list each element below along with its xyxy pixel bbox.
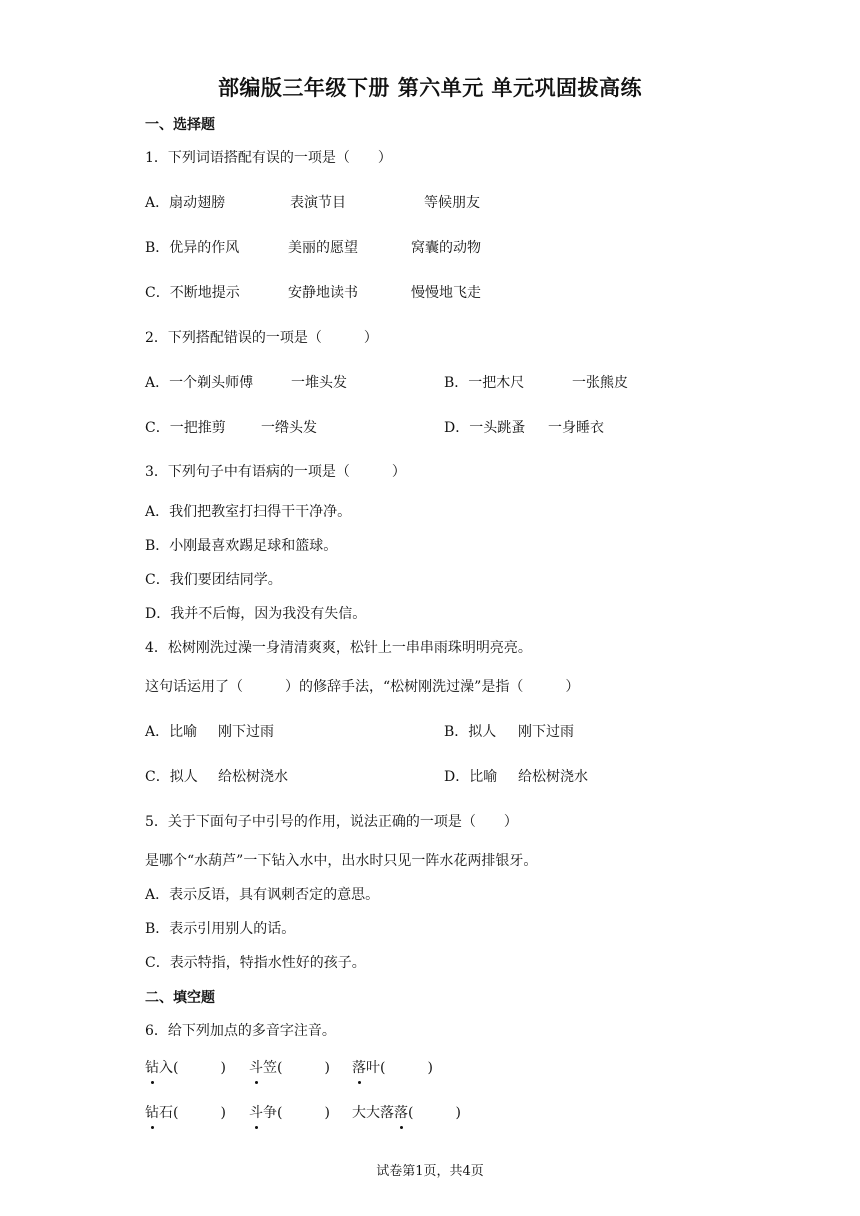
q6-item-text: 笠( ): [263, 1060, 330, 1076]
question-1-stem: 1．下列词语搭配有误的一项是（ ）: [145, 150, 392, 166]
q1-option-b-1: B．优异的作风: [145, 240, 240, 256]
q4-option-c-2: 给松树浇水: [218, 769, 288, 785]
q2-option-a-1: A．一个剃头师傅: [145, 375, 254, 391]
q4-option-d-1: D．比喻: [444, 769, 498, 785]
q2-option-d-1: D．一头跳蚤: [444, 420, 526, 436]
question-3-stem: 3．下列句子中有语病的一项是（ ）: [145, 464, 406, 480]
q2-option-d-2: 一身睡衣: [548, 420, 604, 436]
q1-option-a-1: A．扇动翅膀: [145, 195, 226, 211]
question-4-stem: 4．松树刚洗过澡一身清清爽爽，松针上一串串雨珠明明亮亮。: [145, 640, 532, 656]
q6-item-text: ( ): [408, 1105, 461, 1121]
question-5-sentence: 是哪个“水葫芦”一下钻入水中，出水时只见一阵水花两排银牙。: [145, 853, 538, 869]
q3-option-a: A．我们把教室打扫得干干净净。: [145, 504, 352, 520]
q5-option-b: B．表示引用别人的话。: [145, 921, 296, 937]
q2-option-b-1: B．一把木尺: [444, 375, 525, 391]
q6-item-text: 入( ): [159, 1060, 226, 1076]
q4-option-c-1: C．拟人: [145, 769, 198, 785]
q1-option-a-3: 等候朋友: [424, 195, 480, 211]
dotted-char: 钻: [145, 1102, 159, 1122]
q2-option-c-2: 一绺头发: [261, 420, 317, 436]
question-6-stem: 6．给下列加点的多音字注音。: [145, 1023, 336, 1039]
q4-option-a-2: 刚下过雨: [218, 724, 274, 740]
question-5-stem: 5．关于下面句子中引号的作用，说法正确的一项是（ ）: [145, 814, 518, 830]
q3-option-d: D．我并不后悔，因为我没有失信。: [145, 606, 367, 622]
q3-option-b: B．小刚最喜欢踢足球和篮球。: [145, 538, 338, 554]
q5-option-a: A．表示反语，具有讽刺否定的意思。: [145, 887, 380, 903]
q2-option-b-2: 一张熊皮: [572, 375, 628, 391]
q4-option-a-1: A．比喻: [145, 724, 198, 740]
q6-item-5: [249, 1102, 330, 1122]
dotted-char: 斗: [249, 1102, 263, 1122]
question-4-sub: 这句话运用了（ ）的修辞手法，“松树刚洗过澡”是指（ ）: [145, 679, 580, 695]
q6-item-text: 石( ): [159, 1105, 226, 1121]
q6-item-1: [145, 1057, 226, 1077]
q2-option-c-1: C．一把推剪: [145, 420, 226, 436]
q2-option-a-2: 一堆头发: [291, 375, 347, 391]
q6-item-2: [249, 1057, 330, 1077]
dotted-char: 斗: [249, 1057, 263, 1077]
q6-item-6: [352, 1102, 461, 1122]
q6-item-prefix: 大大落: [352, 1105, 394, 1121]
q1-option-c-3: 慢慢地飞走: [411, 285, 481, 301]
q1-option-c-2: 安静地读书: [288, 285, 358, 301]
q1-option-b-2: 美丽的愿望: [288, 240, 358, 256]
q1-option-b-3: 窝囊的动物: [411, 240, 481, 256]
dotted-char: 落: [352, 1057, 366, 1077]
q4-option-b-1: B．拟人: [444, 724, 497, 740]
question-2-stem: 2．下列搭配错误的一项是（ ）: [145, 330, 378, 346]
q4-option-b-2: 刚下过雨: [518, 724, 574, 740]
page-title: 部编版三年级下册 第六单元 单元巩固拔高练: [217, 76, 643, 100]
q6-item-text: 叶( ): [366, 1060, 433, 1076]
q6-item-3: [352, 1057, 433, 1077]
q1-option-a-2: 表演节目: [290, 195, 346, 211]
q6-item-text: 争( ): [263, 1105, 330, 1121]
dotted-char: 钻: [145, 1057, 159, 1077]
q3-option-c: C．我们要团结同学。: [145, 572, 282, 588]
page-footer: 试卷第1页，共4页: [376, 1164, 484, 1179]
section-heading-choice: 一、选择题: [145, 117, 215, 133]
q1-option-c-1: C．不断地提示: [145, 285, 240, 301]
dotted-char: 落: [394, 1102, 408, 1122]
q4-option-d-2: 给松树浇水: [518, 769, 588, 785]
section-heading-fill: 二、填空题: [145, 990, 215, 1006]
q6-item-4: [145, 1102, 226, 1122]
q5-option-c: C．表示特指，特指水性好的孩子。: [145, 955, 366, 971]
